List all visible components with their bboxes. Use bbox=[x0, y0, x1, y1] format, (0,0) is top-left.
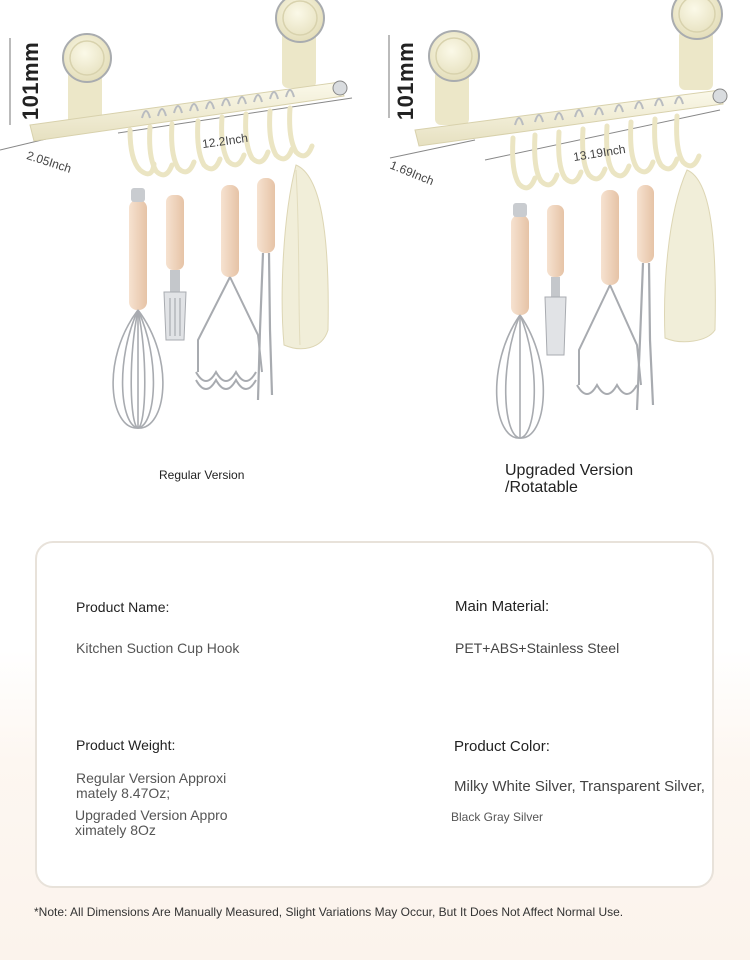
height-dimension-label: 101mm bbox=[393, 41, 419, 121]
spec-weight-regular bbox=[76, 771, 228, 801]
spec-weight-upgraded bbox=[75, 808, 228, 838]
suction-cup-left-icon bbox=[429, 31, 479, 125]
regular-version-label: Regular Version bbox=[159, 468, 245, 482]
spec-product-name-value: Kitchen Suction Cup Hook bbox=[76, 640, 240, 656]
length-dimension-label: 13.19Inch bbox=[572, 141, 627, 165]
spec-weight-regular-line1: Regular Version Approxi bbox=[76, 770, 227, 786]
upgraded-hook-rack-image bbox=[375, 0, 750, 520]
spec-main-material-title: Main Material: bbox=[455, 598, 550, 615]
spec-product-color-line2: Black Gray Silver bbox=[451, 810, 544, 824]
upgraded-version-label-line2: /Rotatable bbox=[505, 479, 578, 496]
potato-masher-icon bbox=[196, 185, 262, 389]
spec-weight-upgraded-line1: Upgraded Version Appro bbox=[75, 807, 228, 823]
depth-dimension-label: 2.05Inch bbox=[24, 148, 74, 176]
potato-masher-icon bbox=[577, 190, 641, 394]
suction-cup-right-icon bbox=[276, 0, 324, 88]
kitchen-tongs-icon bbox=[257, 178, 275, 400]
whisk-icon bbox=[113, 188, 163, 428]
spec-product-color-line1: Milky White Silver, Transparent Silver, bbox=[454, 778, 705, 795]
spec-main-material bbox=[455, 598, 619, 656]
regular-version-panel bbox=[0, 0, 375, 520]
upgraded-version-panel bbox=[375, 0, 750, 520]
length-dimension-label: 12.2Inch bbox=[201, 130, 249, 152]
spatula-icon bbox=[545, 205, 566, 355]
spec-product-weight bbox=[76, 737, 228, 838]
spec-card bbox=[35, 541, 714, 888]
suction-cup-right-icon bbox=[672, 0, 722, 90]
spec-weight-regular-line2: mately 8.47Oz; bbox=[76, 785, 171, 801]
spec-weight-upgraded-line2: ximately 8Oz bbox=[75, 822, 156, 838]
spec-product-color-title: Product Color: bbox=[454, 738, 550, 755]
towel-icon bbox=[282, 165, 328, 349]
spatula-icon bbox=[164, 195, 186, 340]
spec-main-material-value: PET+ABS+Stainless Steel bbox=[455, 640, 620, 656]
suction-cup-left-icon bbox=[63, 34, 111, 128]
spec-product-name bbox=[76, 599, 239, 656]
upgraded-version-label bbox=[505, 462, 685, 496]
spec-product-weight-title: Product Weight: bbox=[76, 737, 176, 753]
regular-hook-rack-image bbox=[0, 0, 375, 520]
measurement-note: *Note: All Dimensions Are Manually Measured, Slight Variations May Occur, But It Does Not Affect Normal Use. bbox=[34, 905, 624, 919]
whisk-icon bbox=[497, 203, 544, 438]
towel-icon bbox=[665, 170, 716, 342]
height-dimension-label: 101mm bbox=[18, 41, 44, 121]
depth-dimension-label: 1.69Inch bbox=[388, 157, 436, 189]
spec-product-color bbox=[451, 738, 714, 825]
spec-product-name-title: Product Name: bbox=[76, 599, 170, 615]
upgraded-version-label-line1: Upgraded Version bbox=[505, 462, 634, 479]
